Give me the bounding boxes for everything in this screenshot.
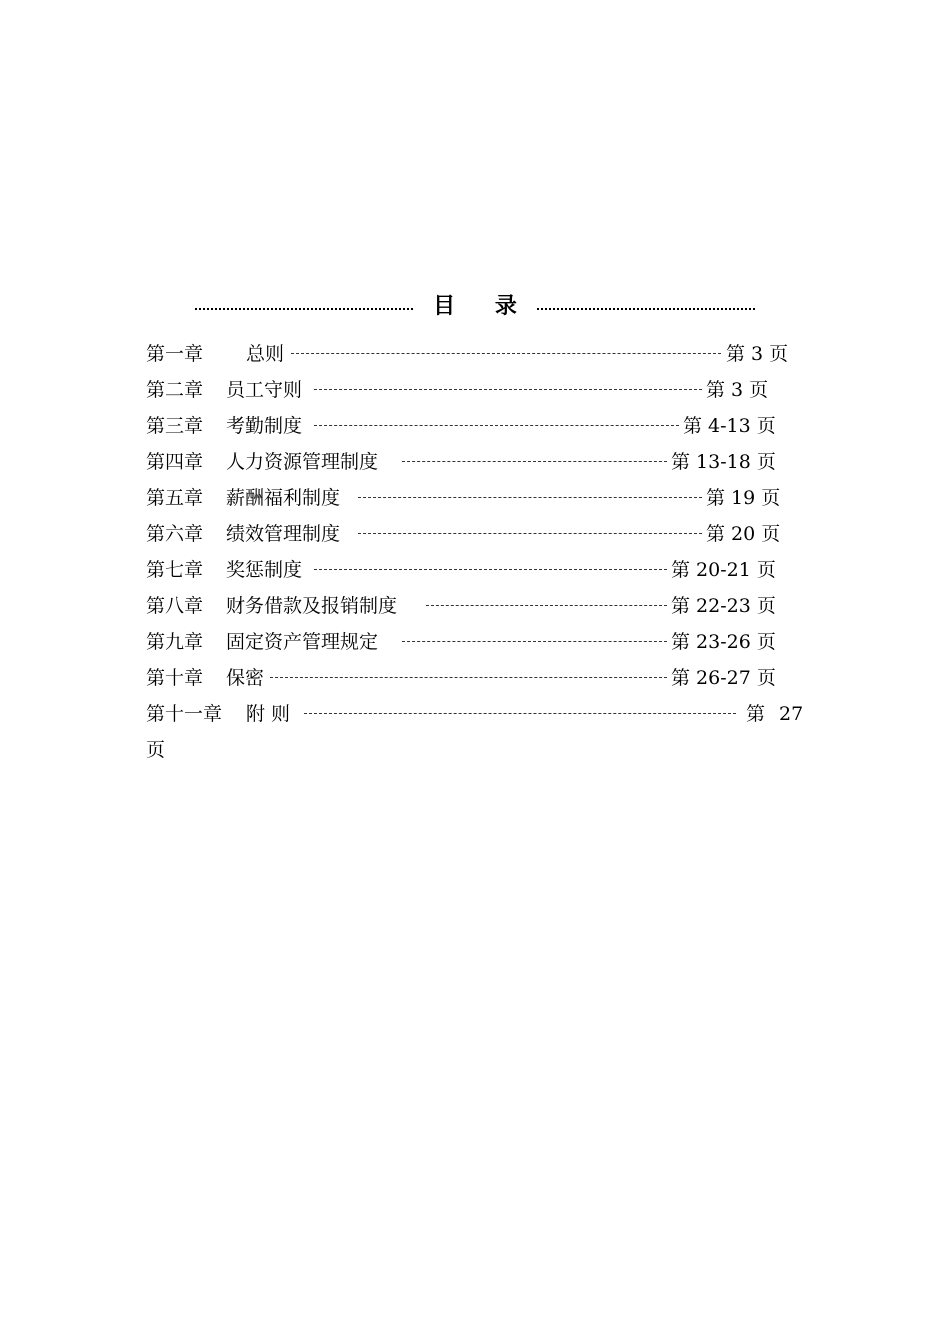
toc-entry[interactable] xyxy=(146,480,806,516)
toc-entry[interactable] xyxy=(146,588,806,624)
title-dotted-leader-right xyxy=(537,308,755,310)
toc-entry[interactable] xyxy=(146,660,806,696)
toc-chapter-name: 奖惩制度 xyxy=(226,559,303,581)
toc-dash-leader xyxy=(270,677,667,678)
toc-page-ref: 第 23-26 页 xyxy=(671,631,776,653)
toc-page-ref: 第 27 xyxy=(746,703,804,725)
toc-entry[interactable] xyxy=(146,624,806,660)
toc-chapter-name: 附 则 xyxy=(246,703,291,725)
toc-entry[interactable] xyxy=(146,444,806,480)
table-of-contents xyxy=(146,336,806,768)
toc-dash-leader xyxy=(358,533,702,534)
toc-page-ref-continued: 页 xyxy=(146,739,166,761)
toc-entry[interactable] xyxy=(146,696,806,732)
toc-chapter-number: 第三章 xyxy=(146,415,204,437)
toc-chapter-name: 财务借款及报销制度 xyxy=(226,595,398,617)
toc-chapter-name: 考勤制度 xyxy=(226,415,303,437)
toc-chapter-name: 保密 xyxy=(226,667,265,689)
toc-chapter-number: 第六章 xyxy=(146,523,204,545)
toc-entry[interactable] xyxy=(146,336,806,372)
toc-chapter-name: 绩效管理制度 xyxy=(226,523,341,545)
toc-chapter-number: 第七章 xyxy=(146,559,204,581)
toc-chapter-name: 员工守则 xyxy=(226,379,303,401)
toc-entry[interactable] xyxy=(146,516,806,552)
toc-chapter-name: 薪酬福利制度 xyxy=(226,487,341,509)
toc-dash-leader xyxy=(304,713,736,714)
toc-chapter-number: 第十章 xyxy=(146,667,204,689)
toc-chapter-number: 第一章 xyxy=(146,343,204,365)
toc-dash-leader xyxy=(358,497,702,498)
toc-page-ref: 第 4-13 页 xyxy=(683,415,776,437)
toc-page-ref: 第 22-23 页 xyxy=(671,595,776,617)
toc-chapter-name: 固定资产管理规定 xyxy=(226,631,379,653)
toc-page-ref: 第 26-27 页 xyxy=(671,667,776,689)
toc-chapter-number: 第五章 xyxy=(146,487,204,509)
toc-chapter-number: 第十一章 xyxy=(146,703,223,725)
toc-page-ref: 第 20-21 页 xyxy=(671,559,776,581)
toc-chapter-number: 第八章 xyxy=(146,595,204,617)
toc-title-row xyxy=(195,286,755,322)
toc-page-ref: 第 3 页 xyxy=(726,343,789,365)
toc-page-ref: 第 3 页 xyxy=(706,379,769,401)
toc-entry[interactable] xyxy=(146,372,806,408)
toc-chapter-number: 第九章 xyxy=(146,631,204,653)
toc-dash-leader xyxy=(314,425,679,426)
toc-dash-leader xyxy=(314,569,667,570)
toc-page-ref: 第 13-18 页 xyxy=(671,451,776,473)
toc-page-ref: 第 20 页 xyxy=(706,523,781,545)
toc-entry[interactable] xyxy=(146,552,806,588)
toc-dash-leader xyxy=(402,641,667,642)
toc-page-ref: 第 19 页 xyxy=(706,487,781,509)
toc-chapter-name: 总则 xyxy=(246,343,285,365)
toc-entry[interactable] xyxy=(146,408,806,444)
toc-dash-leader xyxy=(291,353,721,354)
title-dotted-leader-left xyxy=(195,308,413,310)
toc-dash-leader xyxy=(314,389,702,390)
toc-chapter-number: 第二章 xyxy=(146,379,204,401)
toc-chapter-name: 人力资源管理制度 xyxy=(226,451,379,473)
toc-title: 目 录 xyxy=(433,293,533,319)
toc-chapter-number: 第四章 xyxy=(146,451,204,473)
toc-dash-leader xyxy=(426,605,667,606)
toc-dash-leader xyxy=(402,461,667,462)
